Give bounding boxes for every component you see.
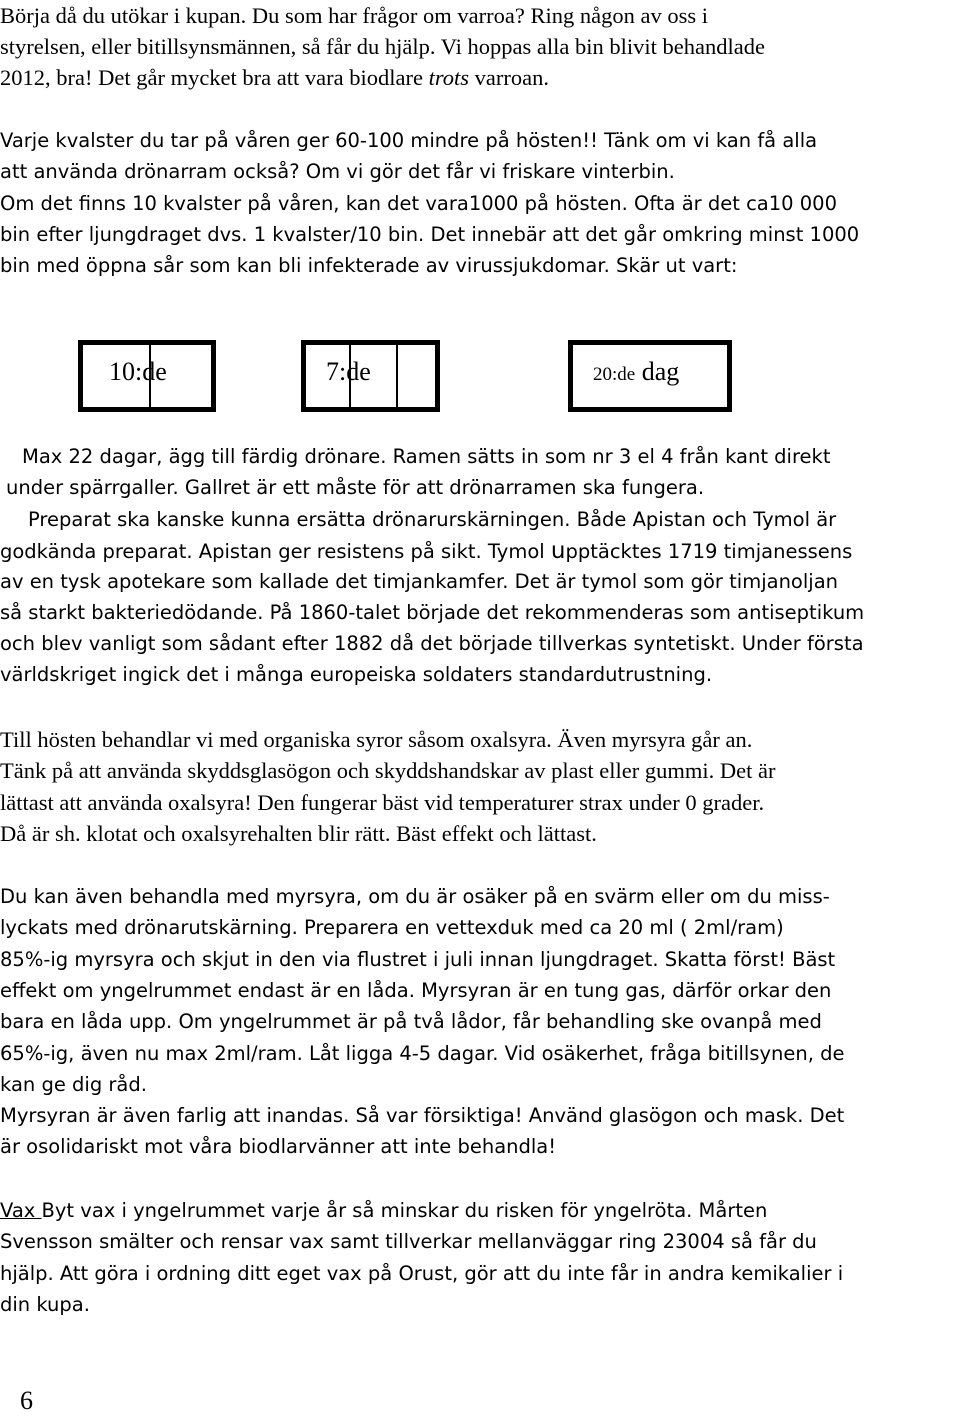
para5-line5: bara en låda upp. Om yngelrummet är på två lådor, får behandling ske ovanpå med <box>0 1010 822 1033</box>
frame-7th-day <box>301 340 440 412</box>
para4-line1: Till hösten behandlar vi med organiska syror såsom oxalsyra. Även myrsyra går an. <box>0 727 753 752</box>
para6-line3: hjälp. Att göra i ordning ditt eget vax på Orust, gör att du inte får in andra kemikalier i <box>0 1262 844 1285</box>
para2-line2: att använda drönarram också? Om vi gör det får vi friskare vinterbin. <box>0 160 675 183</box>
para4-line4: Då är sh. klotat och oxalsyrehalten blir rätt. Bäst effekt och lättast. <box>0 821 597 846</box>
para5-line2: lyckats med drönarutskärning. Preparera en vettexduk med ca 20 ml ( 2ml/ram) <box>0 916 784 939</box>
para5-line8: Myrsyran är även farlig att inandas. Så var försiktiga! Använd glasögon och mask. Det <box>0 1104 845 1127</box>
para3-line4-u: u <box>550 538 566 564</box>
para3-line7: och blev vanligt som sådant efter 1882 då det började tillverkas syntetiskt. Under första <box>0 632 864 655</box>
para1-line3-end: varroan. <box>469 65 549 90</box>
para3-line5: av en tysk apotekare som kallade det timjankamfer. Det är tymol som gör timjanoljan <box>0 570 839 593</box>
para4-line3: lättast att använda oxalsyra! Den fungerar bäst vid temperaturer strax under 0 grader. <box>0 790 765 815</box>
para6-line1 <box>0 1197 767 1225</box>
para3-line4 <box>0 537 852 566</box>
frame-label-7: 7:de <box>326 357 371 386</box>
frame-10th-day <box>78 340 216 412</box>
para5-line6: 65%-ig, även nu max 2ml/ram. Låt ligga 4-5 dagar. Vid osäkerhet, fråga bitillsynen, de <box>0 1042 845 1065</box>
para5-line3: 85%-ig myrsyra och skjut in den via flustret i juli innan ljungdraget. Skatta först! Bäst <box>0 948 836 971</box>
para5-line4: effekt om yngelrummet endast är en låda. Myrsyran är en tung gas, därför orkar den <box>0 979 832 1002</box>
frame-label-10: 10:de <box>109 357 167 386</box>
para2-line5: bin med öppna sår som kan bli infekterade av virussjukdomar. Skär ut vart: <box>0 254 738 277</box>
vax-heading: Vax <box>0 1199 42 1222</box>
para2-line3: Om det finns 10 kvalster på våren, kan det vara1000 på hösten. Ofta är det ca10 000 <box>0 192 837 215</box>
para1-line2: styrelsen, eller bitillsynsmännen, så får du hjälp. Vi hoppas alla bin blivit behandlade <box>0 34 765 59</box>
para6-line4: din kupa. <box>0 1293 90 1316</box>
frame-divider <box>396 345 398 407</box>
para3-line4-text: godkända preparat. Apistan ger resistens på sikt. Tymol <box>0 540 551 563</box>
para3-line4-end: pptäcktes 1719 timjanessens <box>565 540 853 563</box>
para3-line1: Max 22 dagar, ägg till färdig drönare. Ramen sätts in som nr 3 el 4 från kant direkt <box>22 445 831 468</box>
para6-line2: Svensson smälter och rensar vax samt tillverkar mellanväggar ring 23004 så får du <box>0 1230 817 1253</box>
frame-20th-day <box>568 340 732 412</box>
para3-line2: under spärrgaller. Gallret är ett måste för att drönarramen ska fungera. <box>6 476 705 499</box>
para2-line1b: ! Tänk om vi kan få alla <box>590 129 818 152</box>
para1-trots: trots <box>428 65 470 90</box>
para2-line4: bin efter ljungdraget dvs. 1 kvalster/10 bin. Det innebär att det går omkring minst 1000 <box>0 223 860 246</box>
para5-line7: kan ge dig råd. <box>0 1073 147 1096</box>
para6-line1-text: Byt vax i yngelrummet varje år så minskar du risken för yngelröta. Mårten <box>41 1199 768 1222</box>
para2-line1 <box>0 127 817 155</box>
para2-line1a: Varje kvalster du tar på våren ger 60-100 mindre på hösten! <box>0 129 591 152</box>
para1-line1: Börja då du utökar i kupan. Du som har frågor om varroa? Ring någon av oss i <box>0 3 708 28</box>
para1-line3 <box>0 64 549 92</box>
para4-line2: Tänk på att använda skyddsglasögon och skyddshandskar av plast eller gummi. Det är <box>0 758 776 783</box>
para3-line6: så starkt bakteriedödande. På 1860-talet började det rekommenderas som antiseptikum <box>0 601 865 624</box>
para5-line9: är osolidariskt mot våra biodlarvänner att inte behandla! <box>0 1135 557 1158</box>
para3-line3: Preparat ska kanske kunna ersätta drönarurskärningen. Både Apistan och Tymol är <box>28 508 837 531</box>
para3-line8: världskriget ingick det i många europeiska soldaters standardutrustning. <box>0 663 713 686</box>
page-number: 6 <box>20 1386 33 1415</box>
para1-line3-text: 2012, bra! Det går mycket bra att vara biodlare <box>0 65 429 90</box>
para5-line1: Du kan även behandla med myrsyra, om du är osäker på en svärm eller om du miss- <box>0 885 830 908</box>
frame-label-20: 20:de dag <box>593 357 680 386</box>
